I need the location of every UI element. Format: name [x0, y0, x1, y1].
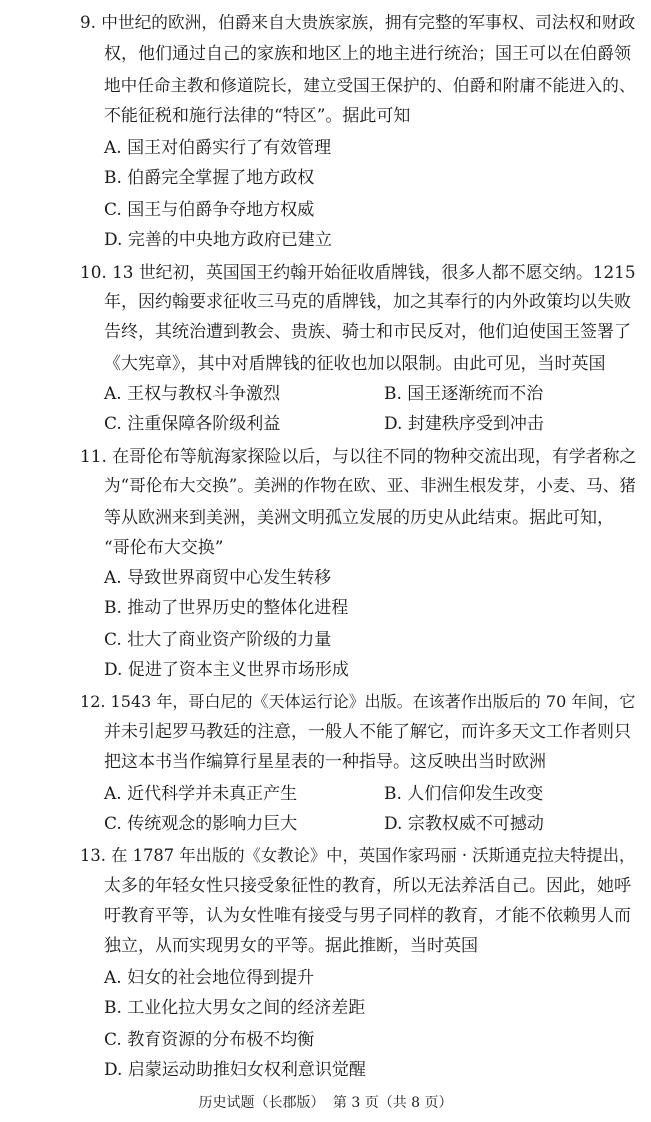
question-11-option-c[interactable]: C. 壮大了商业资产阶级的力量	[104, 630, 332, 650]
question-11-option-b[interactable]: B. 推动了世界历史的整体化进程	[104, 598, 349, 618]
question-12-option-a[interactable]: A. 近代科学并未真正产生	[104, 784, 298, 804]
question-11-option-a[interactable]: A. 导致世界商贸中心发生转移	[104, 568, 332, 588]
footer-subject: 历史试题（长郡版）	[198, 1095, 325, 1111]
question-13-line-3: 吁教育平等，认为女性唯有接受与男子同样的教育，才能不依赖男人而	[104, 906, 631, 926]
question-11-line-2: 为“哥伦布大交换”。美洲的作物在欧、亚、非洲生根发芽，小麦、马、猪	[104, 476, 636, 495]
question-12-line-2: 并未引起罗马教廷的注意，一般人不能了解它，而许多天文工作者则只	[104, 722, 631, 742]
question-12-option-c[interactable]: C. 传统观念的影响力巨大	[104, 814, 298, 834]
question-11-line-1: 11. 在哥伦布等航海家探险以后，与以往不同的物种交流出现，有学者称之	[80, 446, 637, 466]
question-9-option-c[interactable]: C. 国王与伯爵争夺地方权威	[104, 200, 315, 220]
footer-page-number: 第 3 页（共 8 页）	[332, 1095, 453, 1111]
question-13-option-d[interactable]: D. 启蒙运动助推妇女权利意识觉醒	[104, 1060, 366, 1080]
question-10-line-3: 告终，其统治遭到教会、贵族、骑士和市民反对，他们迫使国王签署了	[104, 322, 631, 342]
question-13-option-c[interactable]: C. 教育资源的分布极不均衡	[104, 1030, 315, 1050]
question-13-line-1: 13. 在 1787 年出版的《女教论》中，英国作家玛丽 · 沃斯通克拉夫特提出，	[80, 846, 636, 865]
question-12-option-b[interactable]: B. 人们信仰发生改变	[384, 784, 544, 804]
question-10-line-1: 10. 13 世纪初，英国国王约翰开始征收盾牌钱，很多人都不愿交纳。1215	[80, 262, 636, 282]
question-12-line-3: 把这本书当作编算行星星表的一种指导。这反映出当时欧洲	[104, 752, 546, 772]
question-11-option-d[interactable]: D. 促进了资本主义世界市场形成	[104, 660, 349, 680]
question-10-line-4: 《大宪章》，其中对盾牌钱的征收也加以限制。由此可见，当时英国	[104, 354, 606, 374]
question-9-option-a[interactable]: A. 国王对伯爵实行了有效管理	[104, 138, 332, 158]
question-9-line-1: 9. 中世纪的欧洲，伯爵来自大贵族家族，拥有完整的军事权、司法权和财政	[80, 12, 636, 32]
question-10-line-2: 年，因约翰要求征收三马克的盾牌钱，加之其奉行的内外政策均以失败	[104, 292, 631, 312]
question-10-option-a[interactable]: A. 王权与教权斗争激烈	[104, 384, 281, 404]
question-13-line-2: 太多的年轻女性只接受象征性的教育，所以无法养活自己。因此，她呼	[104, 876, 631, 896]
question-9-option-d[interactable]: D. 完善的中央地方政府已建立	[104, 230, 332, 250]
question-9-line-4: 不能征税和施行法律的“特区”。据此可知	[104, 106, 411, 126]
question-9-line-2: 权，他们通过自己的家族和地区上的地主进行统治；国王可以在伯爵领	[104, 44, 631, 64]
question-12-line-1: 12. 1543 年，哥白尼的《天体运行论》出版。在该著作出版后的 70 年间，它	[80, 692, 636, 711]
question-10-option-c[interactable]: C. 注重保障各阶级利益	[104, 414, 281, 434]
question-13-option-a[interactable]: A. 妇女的社会地位得到提升	[104, 968, 315, 988]
question-10-option-d[interactable]: D. 封建秩序受到冲击	[384, 414, 544, 434]
question-12-option-d[interactable]: D. 宗教权威不可撼动	[384, 814, 544, 834]
question-13-option-b[interactable]: B. 工业化拉大男女之间的经济差距	[104, 998, 366, 1018]
question-11-line-3: 等从欧洲来到美洲，美洲文明孤立发展的历史从此结束。据此可知，	[104, 508, 614, 528]
question-9-line-3: 地中任命主教和修道院长，建立受国王保护的、伯爵和附庸不能进入的、	[104, 76, 636, 95]
question-11-line-4: “哥伦布大交换”	[104, 538, 224, 558]
question-9-option-b[interactable]: B. 伯爵完全掌握了地方政权	[104, 168, 315, 188]
question-13-line-4: 独立，从而实现男女的平等。据此推断，当时英国	[104, 936, 478, 956]
page-footer	[0, 1094, 651, 1112]
question-10-option-b[interactable]: B. 国王逐渐统而不治	[384, 384, 544, 404]
